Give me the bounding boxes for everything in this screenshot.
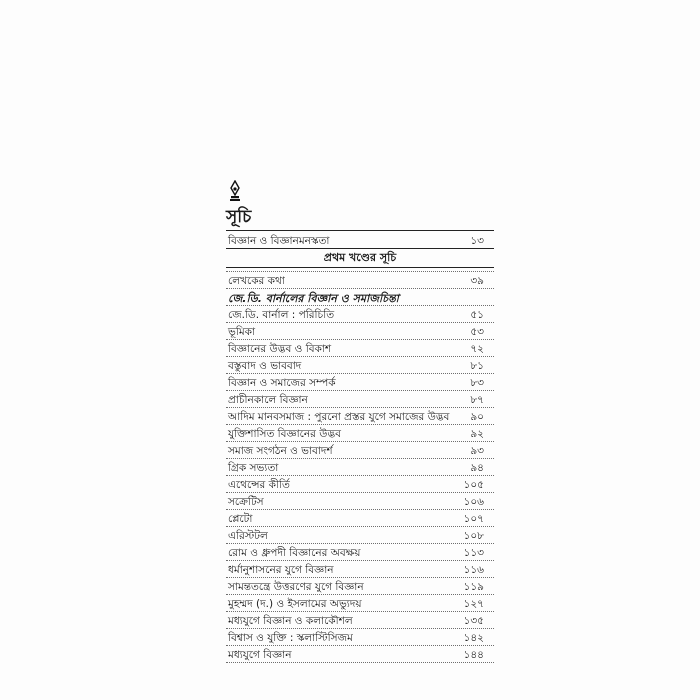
- toc-entry: [226, 272, 494, 289]
- toc-entry: [226, 408, 494, 425]
- entry-title: প্রাচীনকালে বিজ্ঞান: [228, 394, 308, 406]
- entry-page: ১০৫: [463, 479, 484, 491]
- toc-entry: [226, 459, 494, 476]
- entry-page: ১০৮: [463, 530, 484, 542]
- entry-title: সমাজ সংগঠন ও ভাবাদর্শ: [228, 445, 333, 457]
- entry-title: এথেন্সের কীর্তি: [228, 479, 290, 491]
- entry-page: ৯৪: [470, 462, 484, 474]
- entry-page: ১১৬: [463, 564, 484, 576]
- entry-title: সামন্ততন্ত্রে উত্তরণের যুগে বিজ্ঞান: [228, 581, 364, 593]
- entry-page: ১১৩: [463, 547, 484, 559]
- entry-page: ১৪২: [463, 632, 484, 644]
- entry-page: ৮৭: [470, 394, 484, 406]
- toc-entry: [226, 323, 494, 340]
- entry-title: মুহম্মদ (দ.) ও ইসলামের অভ্যুদয়: [228, 598, 362, 610]
- entry-page: ১০৭: [463, 513, 484, 525]
- toc-entry: [226, 357, 494, 374]
- entry-page: ১৩৫: [463, 615, 484, 627]
- toc-entry: [226, 374, 494, 391]
- entry-title: সক্রেটিস: [228, 496, 264, 508]
- toc-entry: [226, 493, 494, 510]
- toc-entry: [226, 306, 494, 323]
- entry-page: ৫১: [470, 309, 484, 321]
- entry-title: যুক্তিশাসিত বিজ্ঞানের উদ্ভব: [228, 428, 341, 440]
- toc-entry: [226, 629, 494, 646]
- entry-title: লেখকের কথা: [228, 275, 285, 287]
- pen-nib-ornament-icon: [228, 180, 242, 202]
- toc-entry: [226, 425, 494, 442]
- entry-title: বিজ্ঞানের উদ্ভব ও বিকাশ: [228, 343, 332, 355]
- entry-page: ৭২: [470, 343, 484, 355]
- toc-entry: [226, 544, 494, 561]
- entry-page: ৫৩: [470, 326, 484, 338]
- toc-entry: [226, 476, 494, 493]
- toc-entry: [226, 510, 494, 527]
- entry-title: আদিম মানবসমাজ : পুরনো প্রস্তর যুগে সমাজের উদ্ভব: [228, 411, 450, 423]
- entry-page: ৮১: [470, 360, 484, 372]
- entry-title: বিশ্বাস ও যুক্তি : স্কলাস্টিসিজম: [228, 632, 353, 644]
- toc-entry: [226, 612, 494, 629]
- entry-title: মধ্যযুগে বিজ্ঞান: [228, 649, 292, 661]
- entry-page: ১৪৪: [463, 649, 484, 661]
- entry-page: ১২৭: [463, 598, 484, 610]
- toc-first-entry: [226, 230, 494, 249]
- entry-page: ১৩: [470, 235, 484, 247]
- part-title: প্রথম খণ্ডের সূচি: [226, 249, 494, 268]
- entry-title: জে.ডি. বার্নাল : পরিচিতি: [228, 309, 335, 321]
- toc-entry: [226, 595, 494, 612]
- toc-entry: [226, 527, 494, 544]
- table-of-contents: [226, 180, 494, 663]
- entry-title: ভূমিকা: [228, 326, 256, 338]
- entry-title: মধ্যযুগে বিজ্ঞান ও কলাকৌশল: [228, 615, 353, 627]
- entry-title: জে.ডি. বার্নালের বিজ্ঞান ও সমাজচিন্তা: [228, 292, 399, 305]
- entry-page: ৯৩: [470, 445, 484, 457]
- entry-title: রোম ও ধ্রুপদী বিজ্ঞানের অবক্ষয়: [228, 547, 361, 559]
- toc-entries: [226, 272, 494, 663]
- entry-page: ৮৩: [470, 377, 484, 389]
- entry-title: এরিস্টটল: [228, 530, 268, 542]
- toc-entry: [226, 646, 494, 663]
- entry-page: ১০৬: [463, 496, 484, 508]
- entry-title: বিজ্ঞান ও বিজ্ঞানমনস্কতা: [228, 235, 330, 247]
- toc-section-heading: [226, 289, 494, 306]
- entry-page: ৯০: [470, 411, 484, 423]
- entry-title: ধর্মানুশাসনের যুগে বিজ্ঞান: [228, 564, 334, 576]
- entry-title: বস্তুবাদ ও ভাববাদ: [228, 360, 302, 372]
- toc-entry: [226, 391, 494, 408]
- entry-page: ৩৯: [470, 275, 484, 287]
- entry-title: গ্রিক সভ্যতা: [228, 462, 279, 474]
- entry-title: বিজ্ঞান ও সমাজের সম্পর্ক: [228, 377, 336, 389]
- toc-entry: [226, 578, 494, 595]
- entry-title: প্লেটো: [228, 513, 253, 525]
- entry-page: ১১৯: [463, 581, 484, 593]
- toc-entry: [226, 442, 494, 459]
- toc-heading: সূচি: [226, 207, 252, 227]
- entry-page: ৯২: [470, 428, 484, 440]
- toc-entry: [226, 340, 494, 357]
- toc-entry: [226, 561, 494, 578]
